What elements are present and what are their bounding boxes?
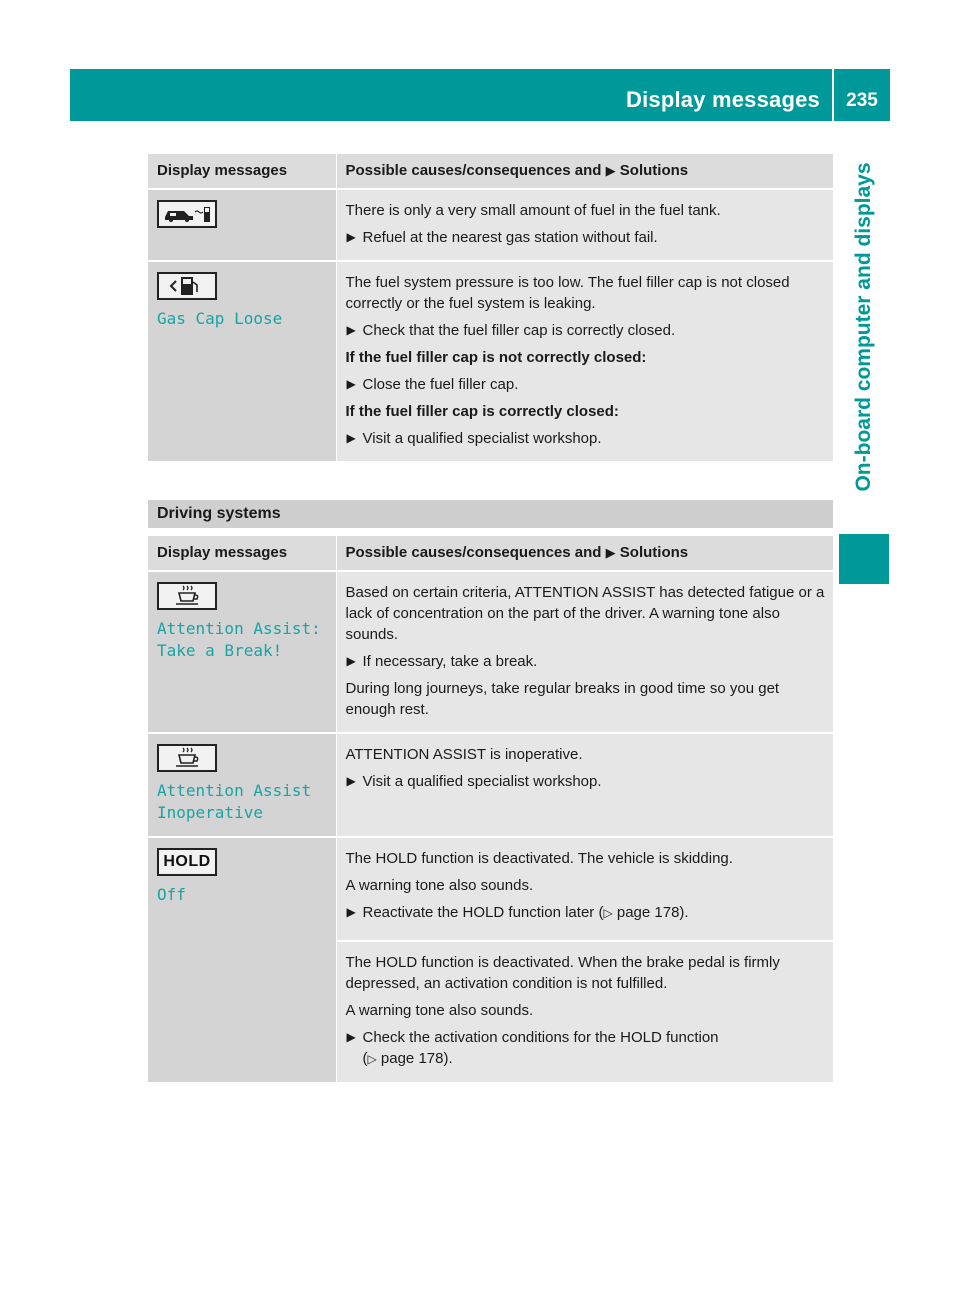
- solutions-cell: [336, 261, 833, 461]
- condition-heading: If the fuel filler cap is correctly closed:: [345, 403, 619, 420]
- solutions-cell: [336, 941, 833, 1082]
- cause-text: ATTENTION ASSIST is inoperative.: [345, 746, 583, 763]
- display-message-cell: [148, 261, 336, 461]
- table-row: [148, 837, 833, 941]
- coffee-cup-icon: [157, 744, 217, 772]
- solution-step: [346, 428, 827, 449]
- page-title: Display messages: [626, 87, 820, 112]
- condition-heading: If the fuel filler cap is not correctly closed:: [345, 349, 647, 366]
- solution-text: Visit a qualified specialist workshop.: [362, 773, 602, 790]
- column-header-solutions-label: Solutions: [619, 544, 689, 561]
- display-message-text: Gas Cap Loose: [157, 309, 283, 328]
- cause-text: The HOLD function is deactivated. When the brake pedal is firmly depressed, an activation condition is not fulfilled.: [345, 954, 780, 992]
- step-arrow-icon: ▶: [346, 377, 356, 391]
- solution-text: Visit a qualified specialist workshop.: [362, 430, 602, 447]
- section-heading: Driving systems: [148, 500, 833, 528]
- solutions-cell: [336, 733, 833, 837]
- column-header-display-messages: Display messages: [148, 536, 336, 571]
- display-message-cell: [148, 189, 336, 261]
- column-header-causes-label: Possible causes/consequences and: [345, 162, 602, 179]
- display-message-text: Off: [157, 885, 186, 904]
- solution-step: [346, 771, 827, 792]
- fuel-cap-icon: [157, 272, 217, 300]
- table-row: [148, 733, 833, 837]
- side-tab-marker: [839, 534, 889, 584]
- table-row: [148, 571, 833, 733]
- step-arrow-icon: ▶: [346, 774, 356, 788]
- note-text: A warning tone also sounds.: [345, 1002, 534, 1019]
- cause-text: The HOLD function is deactivated. The vehicle is skidding.: [345, 850, 733, 867]
- step-arrow-icon: ▶: [346, 431, 356, 445]
- step-arrow-icon: ▶: [346, 323, 356, 337]
- step-arrow-icon: ▶: [346, 654, 356, 668]
- page-ref-icon: ▷: [603, 906, 613, 920]
- solution-step: [346, 374, 827, 395]
- step-arrow-icon: ▶: [346, 905, 356, 919]
- solution-step: [346, 651, 827, 672]
- cause-text: Based on certain criteria, ATTENTION ASSIST has detected fatigue or a lack of concentration on the part of the driver. A warning tone also sounds.: [345, 584, 825, 643]
- coffee-cup-icon: [157, 582, 217, 610]
- solution-text: Refuel at the nearest gas station without fail.: [362, 229, 658, 246]
- display-message-cell: [148, 837, 336, 1082]
- cause-text: The fuel system pressure is too low. The fuel filler cap is not closed correctly or the fuel system is leaking.: [345, 274, 790, 312]
- cause-text: There is only a very small amount of fuel in the fuel tank.: [345, 202, 721, 219]
- page-reference[interactable]: page 178).: [380, 1050, 453, 1067]
- solution-text: If necessary, take a break.: [362, 653, 538, 670]
- display-message-text: Attention Assist: Take a Break!: [157, 619, 321, 660]
- column-header-solutions: [336, 154, 833, 189]
- driving-systems-table: [148, 536, 833, 1082]
- page-reference[interactable]: page 178).: [616, 904, 689, 921]
- step-arrow-icon: ▶: [346, 1030, 356, 1044]
- note-text: During long journeys, take regular breaks in good time so you get enough rest.: [345, 680, 780, 718]
- display-message-cell: [148, 571, 336, 733]
- solution-text: Close the fuel filler cap.: [362, 376, 519, 393]
- hold-icon-label: HOLD: [163, 853, 211, 870]
- page-number: 235: [846, 90, 878, 111]
- page-ref-icon: ▷: [367, 1052, 377, 1066]
- fuel-messages-table: [148, 154, 833, 461]
- page-header: [70, 69, 890, 121]
- solutions-cell: [336, 189, 833, 261]
- solution-step: [346, 902, 827, 924]
- solution-text: Check that the fuel filler cap is correctly closed.: [362, 322, 676, 339]
- table-header-row: [148, 536, 833, 571]
- table-header-row: [148, 154, 833, 189]
- step-arrow-icon: ▶: [346, 230, 356, 244]
- fuel-reserve-icon: [157, 200, 217, 228]
- solution-step: [346, 320, 827, 341]
- display-message-cell: [148, 733, 336, 837]
- arrow-right-icon: ▶: [605, 163, 616, 178]
- solutions-cell: [336, 571, 833, 733]
- solutions-cell: [336, 837, 833, 941]
- table-row: [148, 189, 833, 261]
- column-header-solutions: [336, 536, 833, 571]
- side-tab: [839, 130, 889, 525]
- solution-text: Reactivate the HOLD function later (: [362, 904, 604, 921]
- column-header-display-messages: Display messages: [148, 154, 336, 189]
- table-row: [148, 261, 833, 461]
- column-header-causes-label: Possible causes/consequences and: [345, 544, 602, 561]
- side-tab-label: On-board computer and displays: [852, 162, 875, 492]
- hold-icon: [157, 848, 217, 876]
- solution-step: ▶ Check the activation conditions for the HOLD function (▷ page 178).: [346, 1029, 719, 1067]
- display-message-text: Attention Assist Inoperative: [157, 781, 312, 822]
- note-text: A warning tone also sounds.: [345, 877, 534, 894]
- arrow-right-icon: ▶: [605, 545, 616, 560]
- solution-step: [346, 227, 827, 248]
- solution-text: Check the activation conditions for the HOLD function: [362, 1029, 719, 1046]
- column-header-solutions-label: Solutions: [619, 162, 689, 179]
